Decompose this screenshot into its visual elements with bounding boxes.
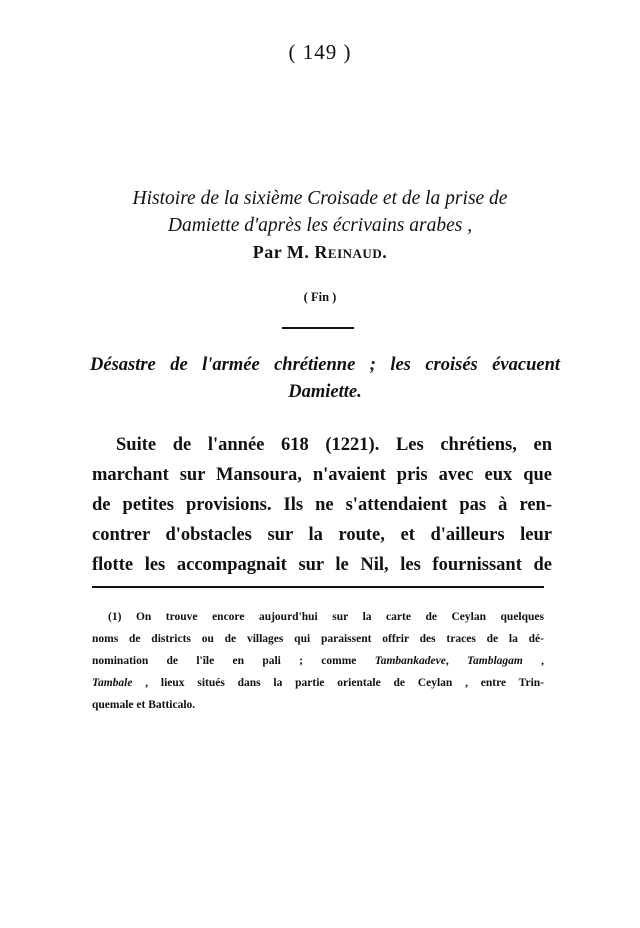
section-title-line-1: Désastre de l'armée chrétienne ; les croisés évacuent xyxy=(90,355,560,375)
body-line: Suite de l'année 618 (1221). Les chrétiens, en xyxy=(116,435,552,455)
place-name: Tambale xyxy=(92,677,133,689)
footnote-text: , xyxy=(522,655,544,667)
body-line: marchant sur Mansoura, n'avaient pris avec eux que xyxy=(92,465,552,485)
footnote-line: quemale et Batticalo. xyxy=(92,699,196,711)
footnote xyxy=(92,606,544,716)
fin-note: ( Fin ) xyxy=(303,290,337,304)
footnote-text: nomination de l'île en pali ; comme xyxy=(92,655,375,667)
footnote-line xyxy=(92,672,544,694)
footnote-divider xyxy=(92,586,544,588)
footnote-text: , xyxy=(445,655,468,667)
body-line: flotte les accompagnait sur le Nil, les fournissant de xyxy=(92,555,552,575)
author-prefix: Par M. xyxy=(252,242,310,262)
place-name: Tambankadeve xyxy=(374,655,446,667)
page-number: ( 149 ) xyxy=(288,40,352,64)
footnote-line xyxy=(92,650,544,672)
footnote-text: , lieux situés dans la partie orientale de Ceylan , entre Trin- xyxy=(132,677,544,689)
footnote-line: noms de districts ou de villages qui paraissent offrir des traces de la dé- xyxy=(92,633,544,645)
body-line: de petites provisions. Ils ne s'attendaient pas à ren- xyxy=(92,495,552,515)
section-title-line-2: Damiette. xyxy=(288,382,362,402)
place-name: Tamblagam xyxy=(467,655,523,667)
article-author xyxy=(80,239,560,266)
article-title-line-2: Damiette d'après les écrivains arabes , xyxy=(167,215,473,236)
title-divider xyxy=(282,327,354,329)
footnote-line: (1) On trouve encore aujourd'hui sur la carte de Ceylan quelques xyxy=(108,611,544,623)
section-title xyxy=(90,352,560,406)
article-title-line-1: Histoire de la sixième Croisade et de la prise de xyxy=(132,188,508,209)
body-paragraph xyxy=(92,430,552,580)
author-name: Reinaud. xyxy=(314,242,388,262)
article-title xyxy=(80,185,560,266)
body-line: contrer d'obstacles sur la route, et d'ailleurs leur xyxy=(92,525,552,545)
